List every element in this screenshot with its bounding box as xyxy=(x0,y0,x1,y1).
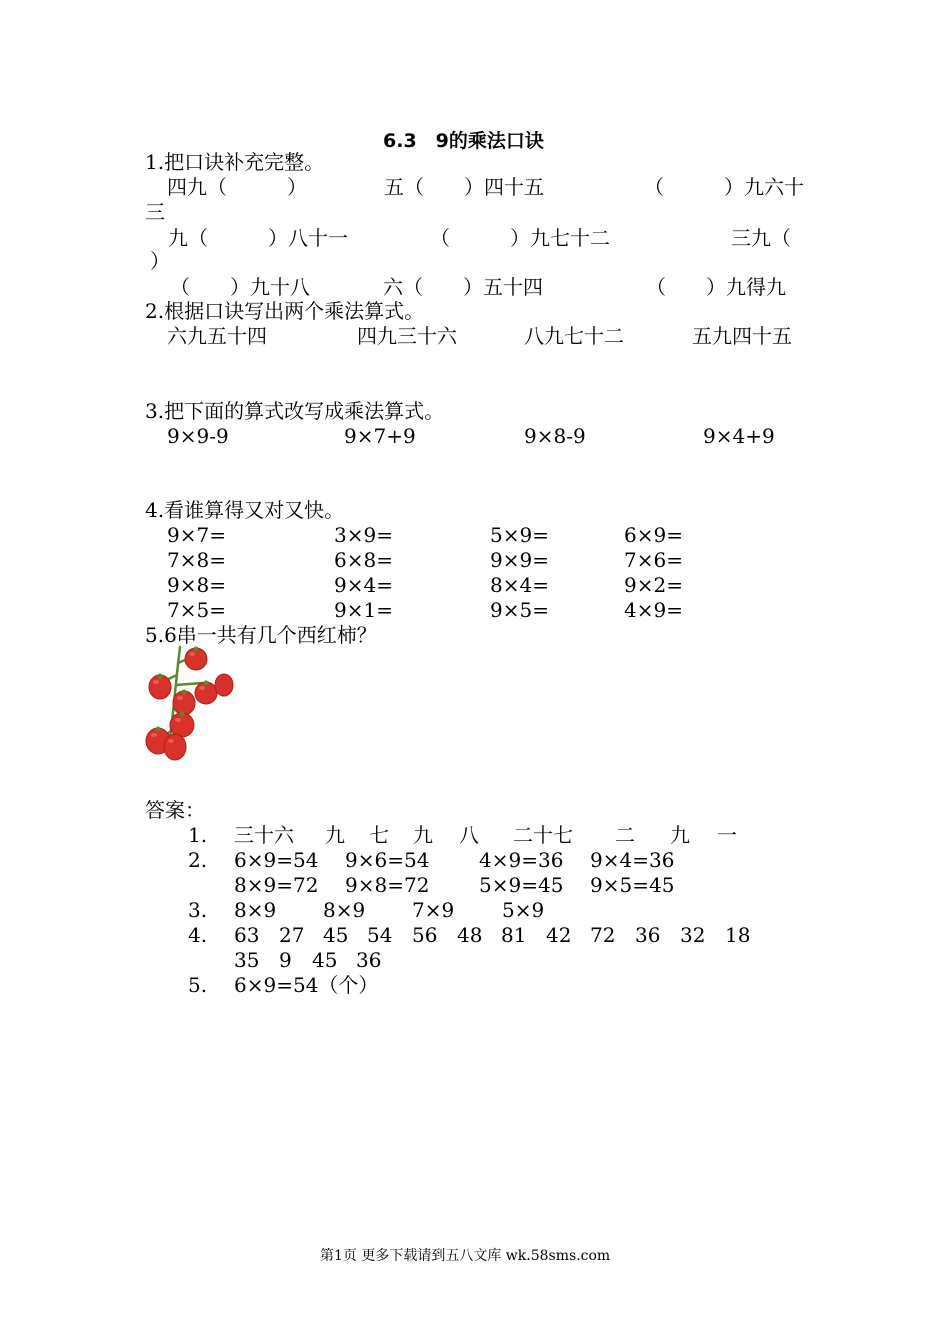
q1-row2-item: 九（ ）八十一 xyxy=(168,226,348,250)
answer-item: 9×4=36 xyxy=(590,848,675,872)
answer-number: 1. xyxy=(188,823,208,847)
q1-row1-item: 五（ ）四十五 xyxy=(384,175,544,199)
q4-cell: 4×9= xyxy=(624,598,683,622)
answer-item: 8×9 xyxy=(323,898,366,922)
q4-cell: 9×4= xyxy=(334,573,393,597)
q4-cell: 9×7= xyxy=(167,523,226,547)
answer-item: 七 xyxy=(369,823,389,847)
q4-cell: 9×9= xyxy=(490,548,549,572)
answer-item: 56 xyxy=(412,923,438,947)
q1-row1-item: 四九（ ） xyxy=(167,175,307,199)
tomato-cluster-icon xyxy=(140,643,235,765)
answer-item: 4×9=36 xyxy=(479,848,564,872)
page-footer: 第1页 更多下载请到五八文库 wk.58sms.com xyxy=(320,1248,611,1264)
answer-item: 5×9 xyxy=(502,898,545,922)
q1-row3-item: （ ）九十八 xyxy=(170,275,310,299)
answer-number: 3. xyxy=(188,898,208,922)
answer-item: 45 xyxy=(323,923,349,947)
q4-cell: 9×1= xyxy=(334,598,393,622)
answer-item: 9×8=72 xyxy=(345,873,430,897)
q4-cell: 3×9= xyxy=(334,523,393,547)
answer-item: 42 xyxy=(546,923,572,947)
q2-item: 五九四十五 xyxy=(692,324,792,348)
q3-heading: 3.把下面的算式改写成乘法算式。 xyxy=(145,399,445,423)
answer-number: 2. xyxy=(188,848,208,872)
q3-item: 9×7+9 xyxy=(344,424,416,448)
answer-number: 5. xyxy=(188,973,208,997)
q1-heading: 1.把口诀补充完整。 xyxy=(145,150,325,174)
answer-item: 6×9=54 xyxy=(234,848,319,872)
q4-cell: 6×8= xyxy=(334,548,393,572)
q3-item: 9×9-9 xyxy=(167,424,229,448)
q4-cell: 9×5= xyxy=(490,598,549,622)
q4-cell: 8×4= xyxy=(490,573,549,597)
answer-item: 81 xyxy=(501,923,527,947)
q1-row3-item: （ ）九得九 xyxy=(646,275,786,299)
answer-item: 二 xyxy=(615,823,635,847)
answer-item: 6×9=54（个） xyxy=(234,973,379,997)
q2-heading: 2.根据口诀写出两个乘法算式。 xyxy=(145,299,425,323)
answer-item: 32 xyxy=(680,923,706,947)
q5-heading: 5.6串一共有几个西红柿？ xyxy=(145,623,377,647)
q3-item: 9×4+9 xyxy=(703,424,775,448)
answer-item: 九 xyxy=(413,823,433,847)
q2-item: 八九七十二 xyxy=(524,324,624,348)
q1-row1-item: （ ）九六十 xyxy=(644,175,804,199)
q1-row2-item: 三九（ xyxy=(731,226,791,250)
answer-item: 54 xyxy=(367,923,393,947)
q1-row2-wrap: ） xyxy=(150,249,170,273)
answer-item: 9×6=54 xyxy=(345,848,430,872)
answer-item: 63 xyxy=(234,923,260,947)
q4-cell: 6×9= xyxy=(624,523,683,547)
answer-item: 36 xyxy=(635,923,661,947)
q4-cell: 7×8= xyxy=(167,548,226,572)
answer-item: 18 xyxy=(725,923,751,947)
answer-item: 9×5=45 xyxy=(590,873,675,897)
answer-item: 八 xyxy=(459,823,479,847)
answer-item: 九 xyxy=(670,823,690,847)
answer-item: 35 xyxy=(234,948,260,972)
q1-row3-item: 六（ ）五十四 xyxy=(383,275,543,299)
q4-cell: 9×8= xyxy=(167,573,226,597)
answer-item: 7×9 xyxy=(412,898,455,922)
page-title: 6.3 9的乘法口诀 xyxy=(383,130,544,152)
answer-item: 36 xyxy=(356,948,382,972)
q1-row2-item: （ ）九七十二 xyxy=(430,226,610,250)
answer-item: 9 xyxy=(279,948,292,972)
answer-item: 5×9=45 xyxy=(479,873,564,897)
answer-item: 72 xyxy=(590,923,616,947)
q4-cell: 9×2= xyxy=(624,573,683,597)
q3-item: 9×8-9 xyxy=(524,424,586,448)
answer-item: 27 xyxy=(279,923,305,947)
answer-item: 九 xyxy=(325,823,345,847)
answer-item: 48 xyxy=(457,923,483,947)
q2-item: 六九五十四 xyxy=(167,324,267,348)
q4-cell: 7×5= xyxy=(167,598,226,622)
answer-item: 45 xyxy=(312,948,338,972)
q2-item: 四九三十六 xyxy=(357,324,457,348)
q4-cell: 5×9= xyxy=(490,523,549,547)
q4-cell: 7×6= xyxy=(624,548,683,572)
answers-heading: 答案： xyxy=(145,798,205,822)
answer-item: 二十七 xyxy=(513,823,573,847)
q4-heading: 4.看谁算得又对又快。 xyxy=(145,498,345,522)
q1-row1-wrap: 三 xyxy=(145,200,165,224)
answer-item: 8×9=72 xyxy=(234,873,319,897)
answer-item: 8×9 xyxy=(234,898,277,922)
answer-item: 三十六 xyxy=(234,823,294,847)
answer-item: 一 xyxy=(717,823,737,847)
answer-number: 4. xyxy=(188,923,208,947)
